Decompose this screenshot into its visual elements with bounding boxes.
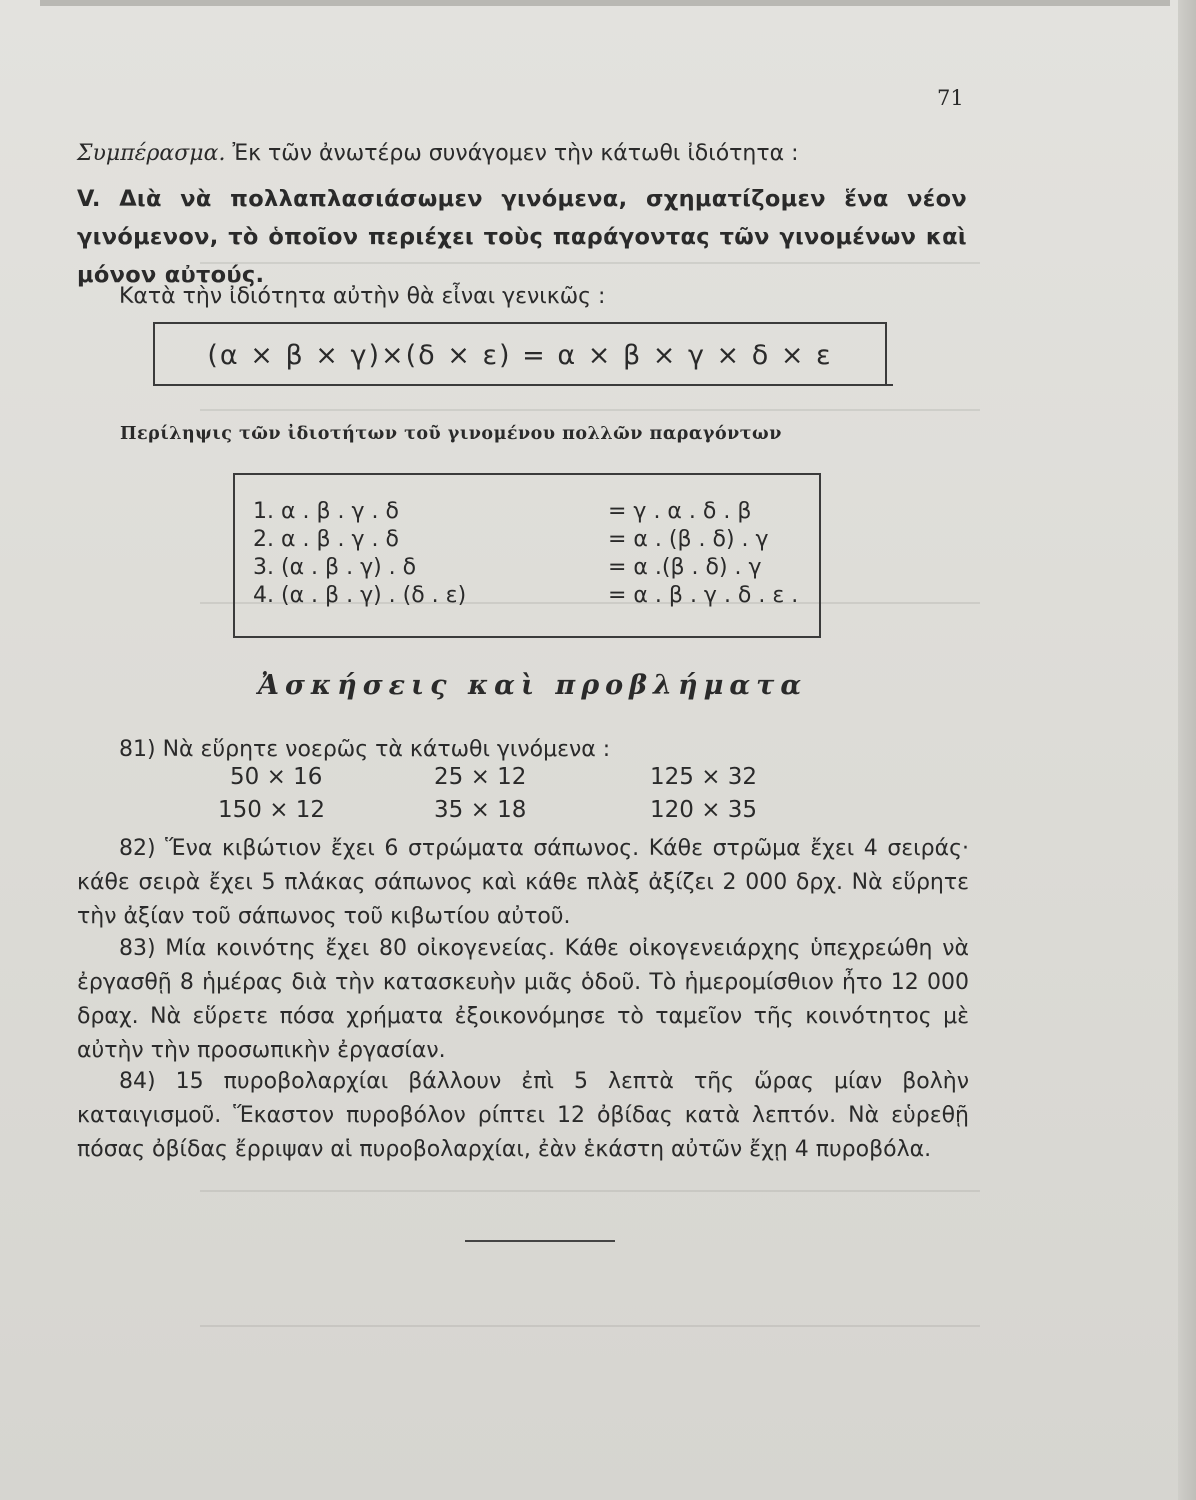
product-cell: 125 × 32 xyxy=(650,764,758,790)
product-cell: 120 × 35 xyxy=(650,797,758,823)
exercise-84 xyxy=(77,1065,969,1167)
bleed-through-line xyxy=(200,1325,980,1327)
property-rhs: = α . (β . δ) . γ xyxy=(608,527,769,552)
product-cell: 25 × 12 xyxy=(434,764,527,790)
formula-box xyxy=(153,322,887,386)
property-row xyxy=(253,499,813,527)
product-cell: 150 × 12 xyxy=(218,797,326,823)
properties-box xyxy=(233,473,821,638)
product-cell: 35 × 18 xyxy=(434,797,527,823)
summary-title: Περίληψις τῶν ἰδιοτήτων τοῦ γινομένου πολλῶν παραγόντων xyxy=(120,424,782,444)
property-rhs: = α . β . γ . δ . ε . xyxy=(608,583,799,608)
property-lhs: 1. α . β . γ . δ xyxy=(253,499,399,524)
conclusion-paragraph xyxy=(77,140,967,168)
property-rhs: = γ . α . δ . β xyxy=(608,499,752,524)
property-row xyxy=(253,555,813,583)
bleed-through-line xyxy=(200,1190,980,1192)
property-lhs: 2. α . β . γ . δ xyxy=(253,527,399,552)
exercises-title: Ἀσκήσεις καὶ προβλήματα xyxy=(258,670,808,701)
page-number: 71 xyxy=(937,86,964,110)
conclusion-label: Συμπέρασμα. xyxy=(77,141,226,166)
formula-box-shadow-line xyxy=(153,384,893,390)
general-statement: Κατὰ τὴν ἰδιότητα αὐτὴν θὰ εἶναι γενικῶς : xyxy=(119,284,606,309)
page-top-edge xyxy=(40,0,1170,6)
product-cell: 50 × 16 xyxy=(230,764,323,790)
formula: (α × β × γ)×(δ × ε) = α × β × γ × δ × ε xyxy=(207,340,833,371)
exercise-83 xyxy=(77,932,969,1068)
exercise-82 xyxy=(77,832,969,934)
bleed-through-line xyxy=(200,409,980,411)
exercise-81-text: 81) Νὰ εὕρητε νοερῶς τὰ κάτωθι γινόμενα : xyxy=(119,737,611,762)
conclusion-text: Ἐκ τῶν ἀνωτέρω συνάγομεν τὴν κάτωθι ἰδιότητα : xyxy=(232,141,799,166)
exercise-84-text: 84) 15 πυροβολαρχίαι βάλλουν ἐπὶ 5 λεπτὰ τῆς ὥρας μίαν βολὴν καταιγισμοῦ. Ἕκαστον πυροβόλον ρίπτει 12 ὀβίδας κατὰ λεπτόν. Νὰ εὑρεθῇ πόσας ὀβίδας ἔρριψαν αἱ πυροβολαρχίαι, ἐὰν ἑκάστη αὐτῶν ἔχῃ 4 πυροβόλα. xyxy=(77,1069,969,1162)
end-divider xyxy=(465,1240,615,1242)
property-lhs: 4. (α . β . γ) . (δ . ε) xyxy=(253,583,467,608)
property-rhs: = α .(β . δ) . γ xyxy=(608,555,762,580)
exercise-83-text: 83) Μία κοινότης ἔχει 80 οἰκογενείας. Κάθε οἰκογενειάρχης ὑπεχρεώθη νὰ ἐργασθῇ 8 ἡμέρας διὰ τὴν κατασκευὴν μιᾶς ὁδοῦ. Τὸ ἡμερομίσθιον ἦτο 12 000 δραχ. Νὰ εὕρετε πόσα χρήματα ἐξοικονόμησε τὸ ταμεῖον τῆς κοινότητος μὲ αὐτὴν τὴν προσωπικὴν ἐργασίαν. xyxy=(77,936,969,1063)
exercise-82-text: 82) Ἕνα κιβώτιον ἔχει 6 στρώματα σάπωνος. Κάθε στρῶμα ἔχει 4 σειράς· κάθε σειρὰ ἔχει 5 πλάκας σάπωνος καὶ κάθε πλὰξ ἀξίζει 2 000 δρχ. Νὰ εὕρητε τὴν ἀξίαν τοῦ σάπωνος τοῦ κιβωτίου αὐτοῦ. xyxy=(77,836,969,929)
property-row xyxy=(253,583,813,611)
rule-v: V. Διὰ νὰ πολλαπλασιάσωμεν γινόμενα, σχηματίζομεν ἕνα νέον γινόμενον, τὸ ὁποῖον περιέχει τοὺς παράγοντας τῶν γινομένων καὶ μόνον αὐτούς. xyxy=(77,186,967,288)
page-right-edge xyxy=(1178,0,1196,1500)
exercise-81 xyxy=(77,733,969,767)
property-row xyxy=(253,527,813,555)
property-lhs: 3. (α . β . γ) . δ xyxy=(253,555,417,580)
